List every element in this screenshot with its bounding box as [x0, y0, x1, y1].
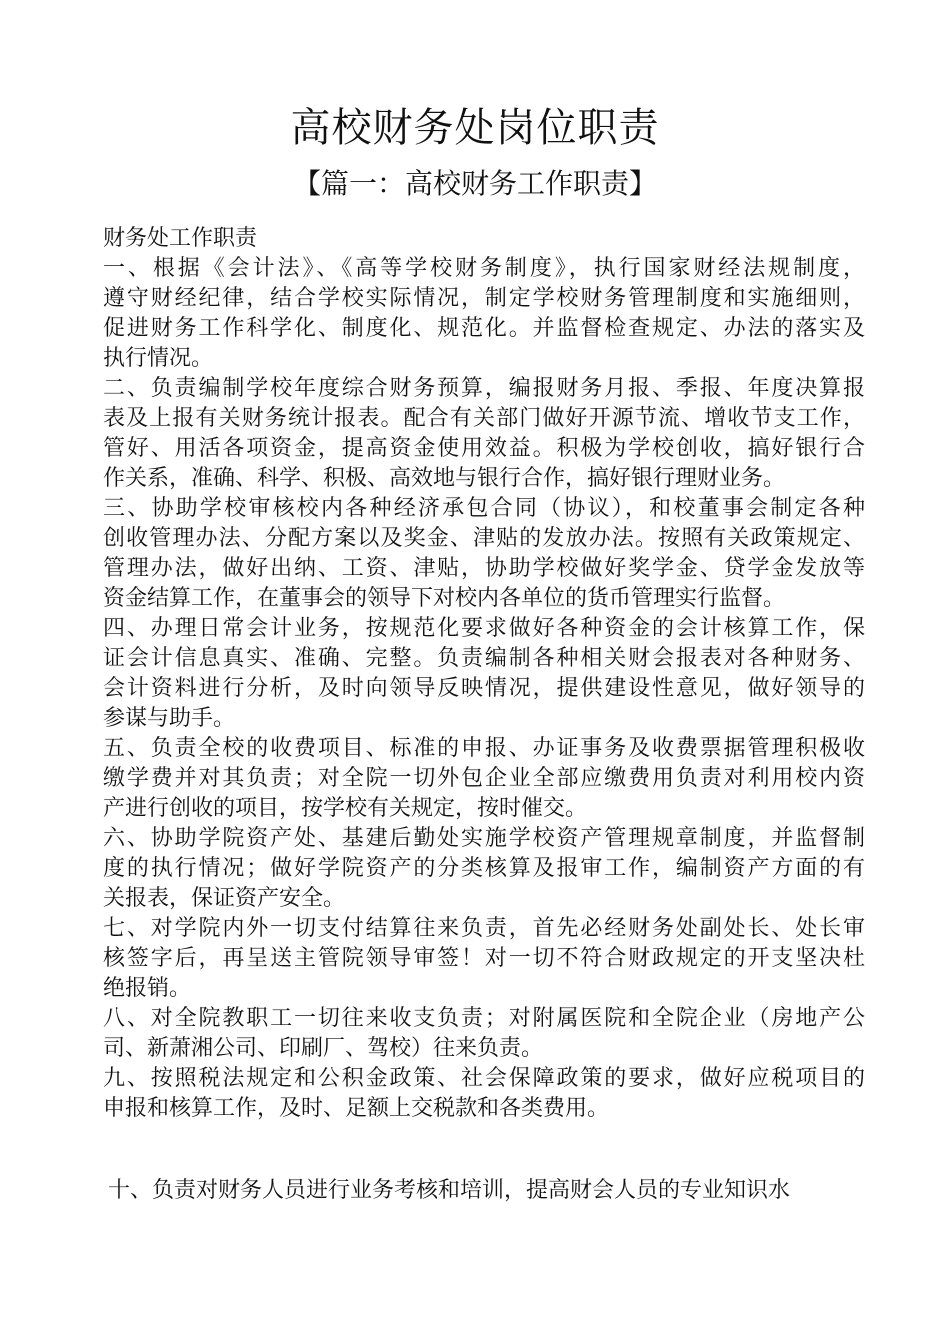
paragraph-line: 产进行创收的项目，按学校有关规定，按时催交。	[103, 796, 588, 821]
paragraph-line: 申报和核算工作，及时、足额上交税款和各类费用。	[103, 1096, 610, 1121]
paragraph-line: 司、新萧湘公司、印刷厂、驾校）往来负责。	[103, 1036, 544, 1061]
paragraph-line-tenth: 十、负责对财务人员进行业务考核和培训，提高财会人员的专业知识水	[108, 1178, 791, 1203]
paragraph-line: 二、负责编制学校年度综合财务预算，编报财务月报、季报、年度决算报	[103, 376, 865, 401]
paragraph-line: 参谋与助手。	[103, 706, 236, 731]
document-body	[103, 224, 865, 1124]
document-subtitle: 【篇一：高校财务工作职责】	[292, 167, 657, 200]
paragraph-line: 一、根据《会计法》、《高等学校财务制度》，执行国家财经法规制度，	[103, 256, 865, 281]
paragraph-line: 四、办理日常会计业务，按规范化要求做好各种资金的会计核算工作，保	[103, 616, 865, 641]
paragraph-line: 创收管理办法、分配方案以及奖金、津贴的发放办法。按照有关政策规定、	[103, 526, 865, 551]
paragraph-line: 绝报销。	[103, 976, 192, 1001]
paragraph-line: 六、协助学院资产处、基建后勤处实施学校资产管理规章制度，并监督制	[103, 826, 865, 851]
paragraph-line: 八、对全院教职工一切往来收支负责；对附属医院和全院企业（房地产公	[103, 1006, 865, 1031]
paragraph-line: 五、负责全校的收费项目、标准的申报、办证事务及收费票据管理积极收	[103, 736, 865, 761]
paragraph-line: 证会计信息真实、准确、完整。负责编制各种相关财会报表对各种财务、	[103, 646, 865, 671]
paragraph-line: 关报表，保证资产安全。	[103, 886, 346, 911]
paragraph-line: 遵守财经纪律，结合学校实际情况，制定学校财务管理制度和实施细则，	[103, 286, 865, 311]
paragraph-line: 缴学费并对其负责；对全院一切外包企业全部应缴费用负责对利用校内资	[103, 766, 865, 791]
paragraph-line: 度的执行情况；做好学院资产的分类核算及报审工作，编制资产方面的有	[103, 856, 865, 881]
paragraph-line: 执行情况。	[103, 346, 214, 371]
paragraph-line: 管好、用活各项资金，提高资金使用效益。积极为学校创收，搞好银行合	[103, 436, 865, 461]
paragraph-line: 会计资料进行分析，及时向领导反映情况，提供建设性意见，做好领导的	[103, 676, 865, 701]
paragraph-line: 九、按照税法规定和公积金政策、社会保障政策的要求，做好应税项目的	[103, 1066, 865, 1091]
paragraph-line: 表及上报有关财务统计报表。配合有关部门做好开源节流、增收节支工作，	[103, 406, 865, 431]
document-title: 高校财务处岗位职责	[290, 105, 660, 151]
paragraph-line: 核签字后，再呈送主管院领导审签！对一切不符合财政规定的开支坚决杜	[103, 946, 865, 971]
paragraph-line: 作关系，准确、科学、积极、高效地与银行合作，搞好银行理财业务。	[103, 466, 786, 491]
section-heading: 财务处工作职责	[103, 226, 258, 251]
paragraph-line: 促进财务工作科学化、制度化、规范化。并监督检查规定、办法的落实及	[103, 316, 865, 341]
paragraph-line: 三、协助学校审核校内各种经济承包合同（协议），和校董事会制定各种	[103, 496, 865, 521]
paragraph-line: 资金结算工作，在董事会的领导下对校内各单位的货币管理实行监督。	[103, 586, 786, 611]
paragraph-line: 七、对学院内外一切支付结算往来负责，首先必经财务处副处长、处长审	[103, 916, 865, 941]
paragraph-line: 管理办法，做好出纳、工资、津贴，协助学校做好奖学金、贷学金发放等	[103, 556, 865, 581]
